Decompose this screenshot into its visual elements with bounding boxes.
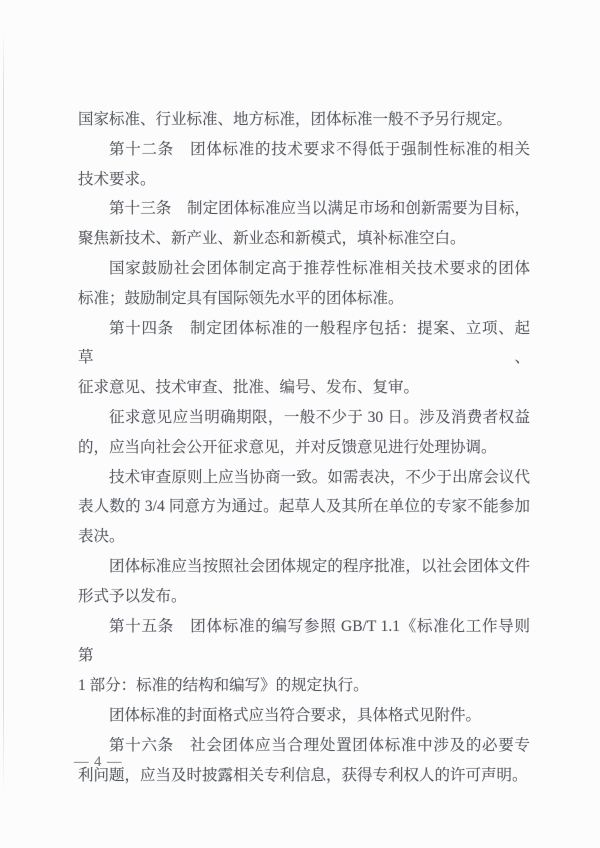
text-line: 第十三条 制定团体标准应当以满足市场和创新需要为目标，: [109, 200, 530, 218]
text-line: 第十四条 制定团体标准的一般程序包括：提案、立项、起草、: [78, 319, 530, 367]
text-line: 利问题，应当及时披露相关专利信息，获得专利权人的许可声明。: [78, 766, 528, 784]
text-line: 团体标准应当按照社会团体规定的程序批准，以社会团体文件: [109, 557, 530, 575]
text-line: 标准；鼓励制定具有国际领先水平的团体标准。: [78, 289, 404, 307]
text-line: 征求意见、技术审查、批准、编号、发布、复审。: [78, 379, 420, 397]
text-line: 1 部分：标准的结构和编写》的规定执行。: [78, 677, 369, 695]
page-number: — 4 —: [74, 754, 123, 770]
text-line: 表人数的 3/4 同意方为通过。起草人及其所在单位的专家不能参加: [78, 498, 530, 516]
text-line: 的，应当向社会公开征求意见，并对反馈意见进行处理协调。: [78, 438, 497, 456]
text-line: 表决。: [78, 528, 125, 546]
text-line: 聚焦新技术、新产业、新业态和新模式，填补标准空白。: [78, 230, 466, 248]
text-line: 团体标准的封面格式应当符合要求，具体格式见附件。: [109, 706, 482, 724]
text-line: 第十五条 团体标准的编写参照 GB/T 1.1《标准化工作导则 第: [78, 617, 534, 665]
text-line: 技术审查原则上应当协商一致。如需表决，不少于出席会议代: [109, 468, 530, 486]
text-line: 国家鼓励社会团体制定高于推荐性标准相关技术要求的团体: [109, 259, 530, 277]
text-line: 技术要求。: [78, 170, 156, 188]
scan-edge-artifact: [3, 28, 4, 800]
text-line: 形式予以发布。: [78, 587, 187, 605]
text-line: 第十六条 社会团体应当合理处置团体标准中涉及的必要专: [109, 736, 530, 754]
text-line: 第十二条 团体标准的技术要求不得低于强制性标准的相关: [109, 140, 530, 158]
text-line: 国家标准、行业标准、地方标准，团体标准一般不予另行规定。: [78, 111, 513, 128]
text-line: 征求意见应当明确期限，一般不少于 30 日。涉及消费者权益: [109, 408, 530, 426]
document-text-block: [78, 105, 534, 790]
